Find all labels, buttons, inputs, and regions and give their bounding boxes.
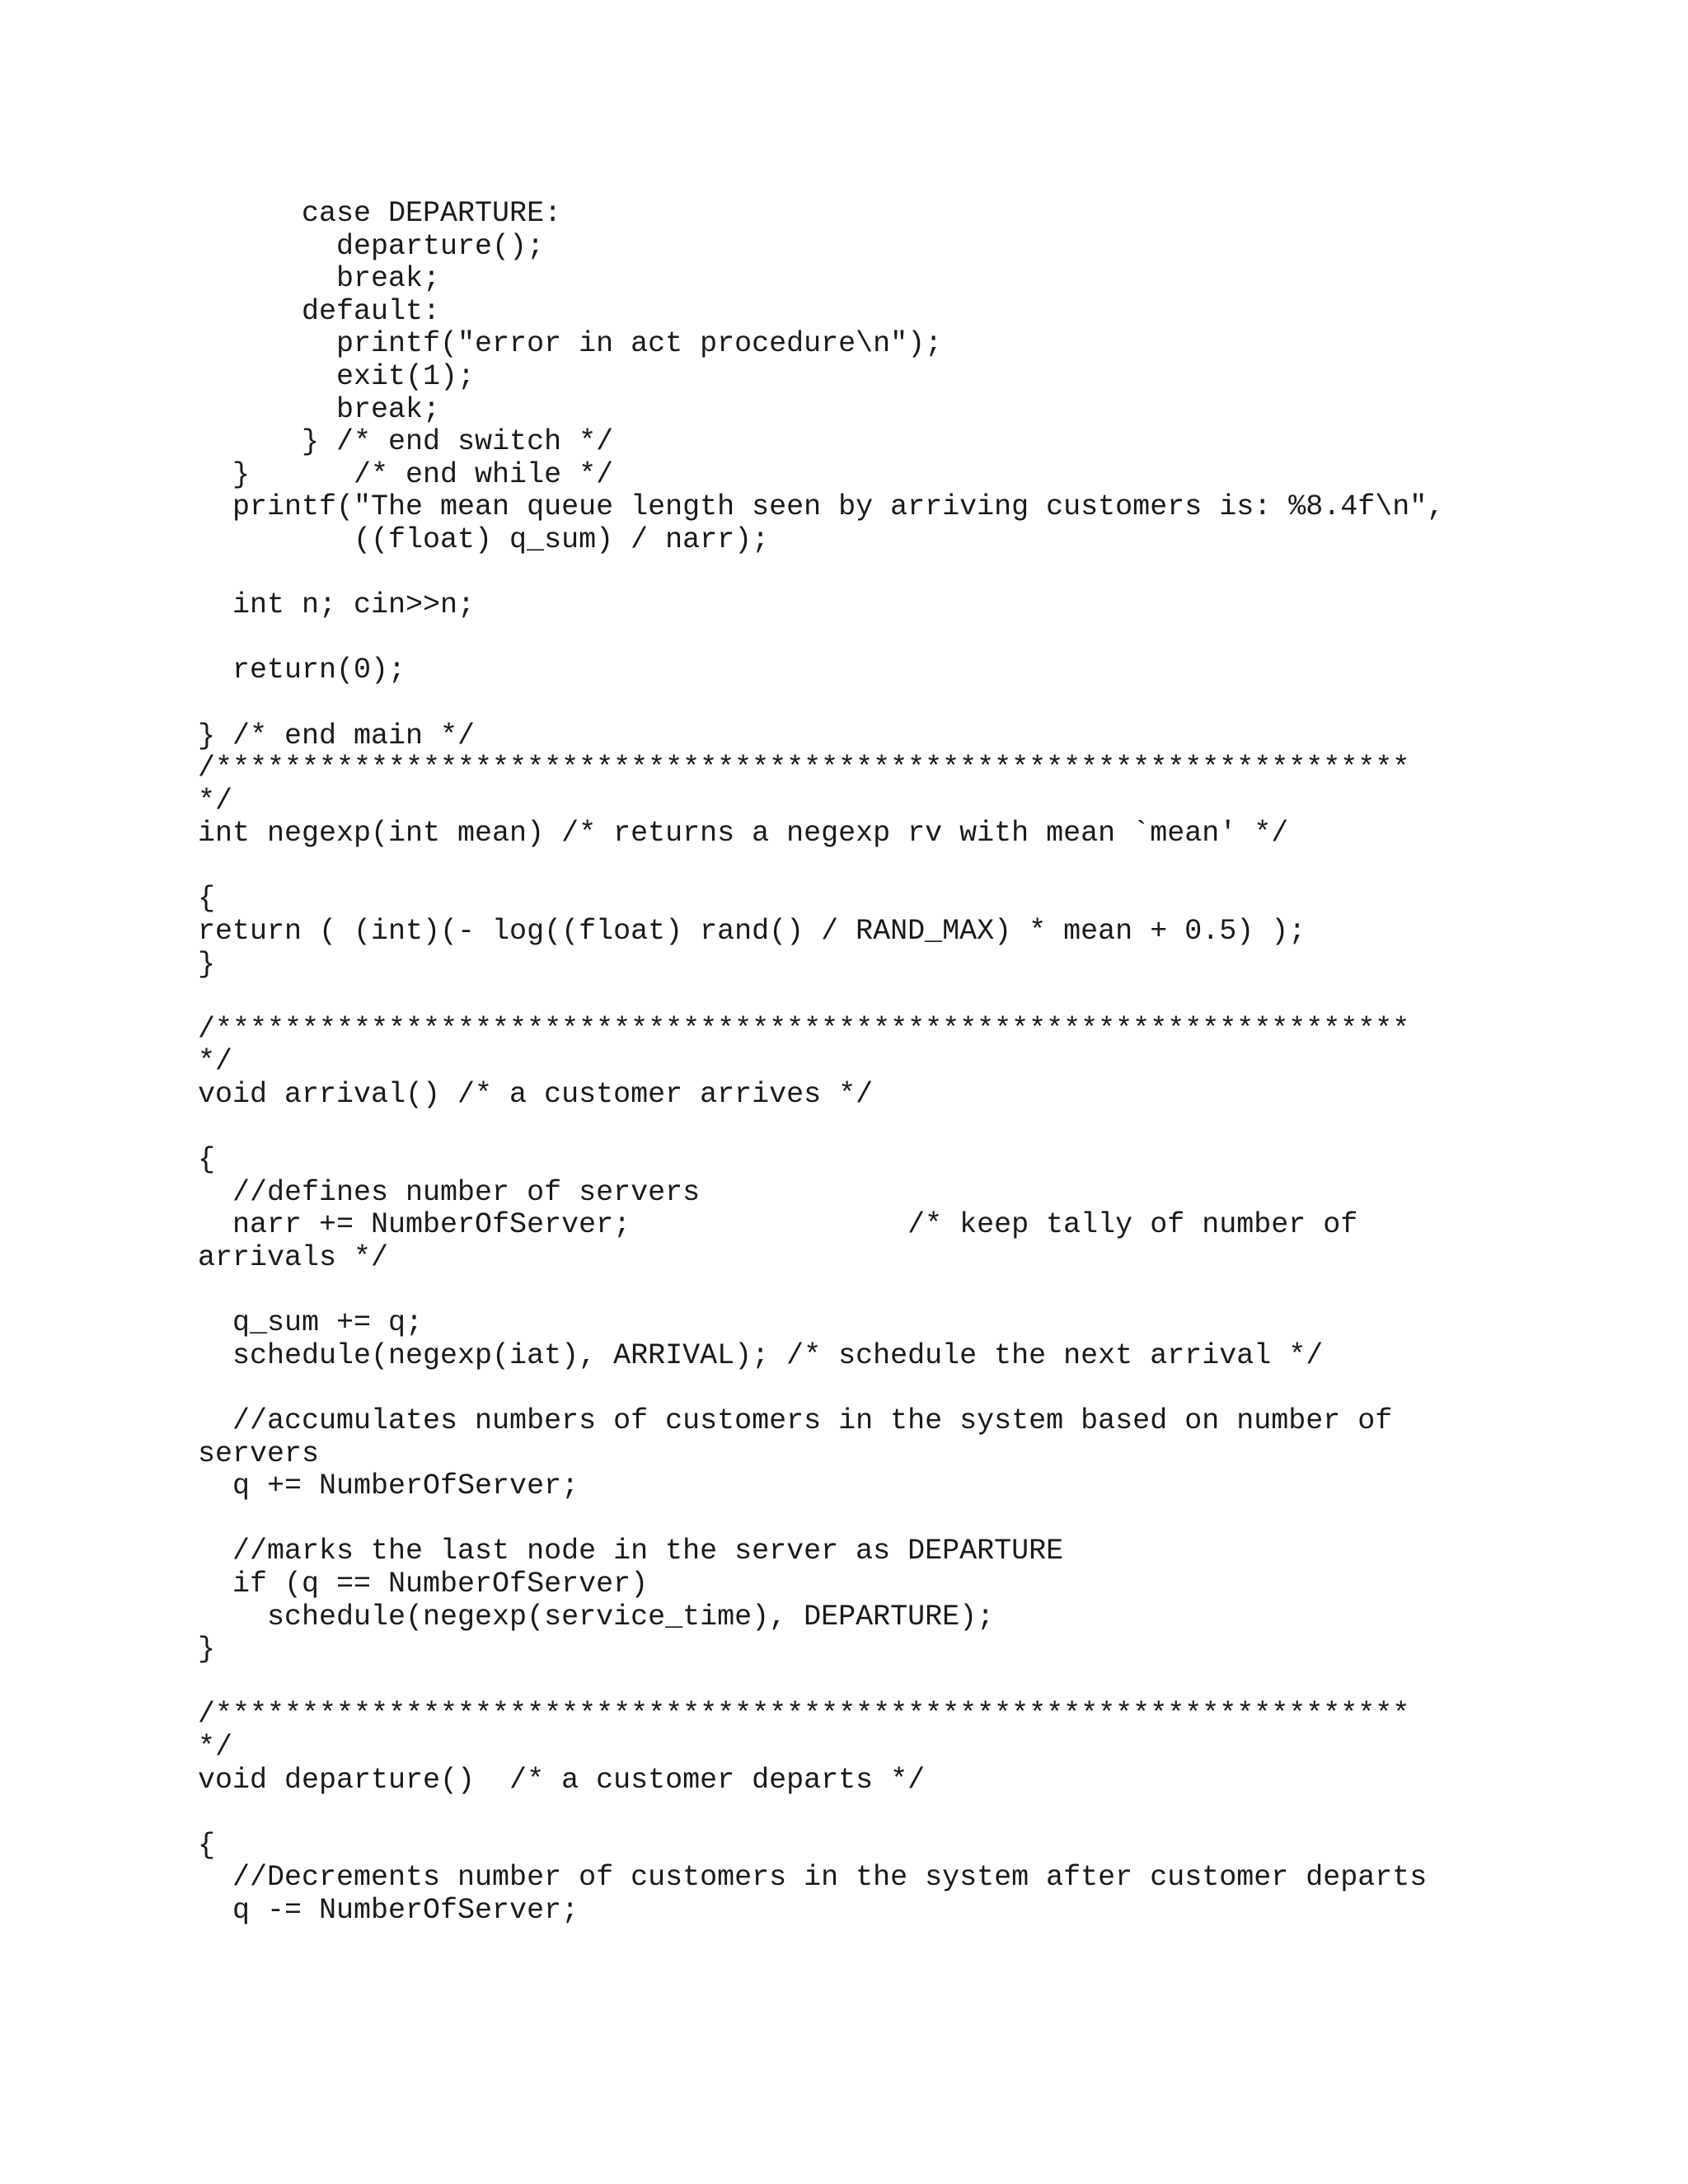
code-line: int n; cin>>n; <box>198 588 476 622</box>
code-line: */ <box>198 784 233 818</box>
code-line: //Decrements number of customers in the system after customer departs <box>198 1861 1428 1895</box>
code-line: ((float) q_sum) / narr); <box>198 523 770 556</box>
code-line: arrivals */ <box>198 1241 389 1274</box>
code-line: */ <box>198 1045 233 1079</box>
code-line: int negexp(int mean) /* returns a negexp rv with mean `mean' */ <box>198 817 1289 851</box>
code-line: return(0); <box>198 654 406 687</box>
code-line: } /* end switch */ <box>198 425 614 459</box>
code-line: narr += NumberOfServer; /* keep tally of number of <box>198 1208 1358 1242</box>
code-line: void arrival() /* a customer arrives */ <box>198 1078 874 1112</box>
code-line: //accumulates numbers of customers in the system based on number of <box>198 1404 1393 1437</box>
code-line: } /* end main */ <box>198 719 476 752</box>
code-line: departure(); <box>198 229 545 263</box>
code-line: default: <box>198 294 441 328</box>
code-line: } /* end while */ <box>198 457 614 491</box>
code-line: void departure() /* a customer departs */ <box>198 1763 926 1797</box>
code-line: if (q == NumberOfServer) <box>198 1567 649 1601</box>
code-line: //marks the last node in the server as DEPARTURE <box>198 1535 1064 1568</box>
code-line <box>198 1797 1599 1830</box>
code-line <box>198 622 1599 655</box>
code-line: /********************************************************************* <box>198 1698 1410 1732</box>
code-line: printf("error in act procedure\n"); <box>198 327 943 361</box>
code-line: schedule(negexp(service_time), DEPARTURE); <box>198 1600 995 1633</box>
code-line: q += NumberOfServer; <box>198 1469 579 1503</box>
code-line: servers <box>198 1436 320 1470</box>
code-line <box>198 557 1599 590</box>
code-line: q_sum += q; <box>198 1306 424 1340</box>
code-line: q -= NumberOfServer; <box>198 1893 579 1927</box>
code-line: */ <box>198 1730 233 1764</box>
code-line: /********************************************************************* <box>198 1012 1410 1046</box>
code-line: break; <box>198 262 441 296</box>
code-line: /********************************************************************* <box>198 752 1410 785</box>
code-line <box>198 851 1599 883</box>
code-line: //defines number of servers <box>198 1175 701 1209</box>
code-line <box>198 1503 1599 1536</box>
code-line <box>198 1275 1599 1308</box>
code-line: exit(1); <box>198 359 476 393</box>
code-line: case DEPARTURE: <box>198 197 562 230</box>
code-line: { <box>198 882 216 916</box>
code-line: { <box>198 1828 216 1862</box>
code-line <box>198 1372 1599 1405</box>
code-line: break; <box>198 392 441 426</box>
code-line: { <box>198 1143 216 1177</box>
code-line: } <box>198 1633 216 1666</box>
code-line <box>198 1666 1599 1699</box>
code-line: schedule(negexp(iat), ARRIVAL); /* schedule the next arrival */ <box>198 1338 1324 1372</box>
code-line: } <box>198 947 216 981</box>
code-listing <box>198 198 1599 1927</box>
code-line <box>198 981 1599 1014</box>
code-line: printf("The mean queue length seen by arriving customers is: %8.4f\n", <box>198 490 1445 524</box>
code-line: return ( (int)(- log((float) rand() / RAND_MAX) * mean + 0.5) ); <box>198 915 1306 949</box>
code-line <box>198 687 1599 720</box>
code-line <box>198 1112 1599 1145</box>
